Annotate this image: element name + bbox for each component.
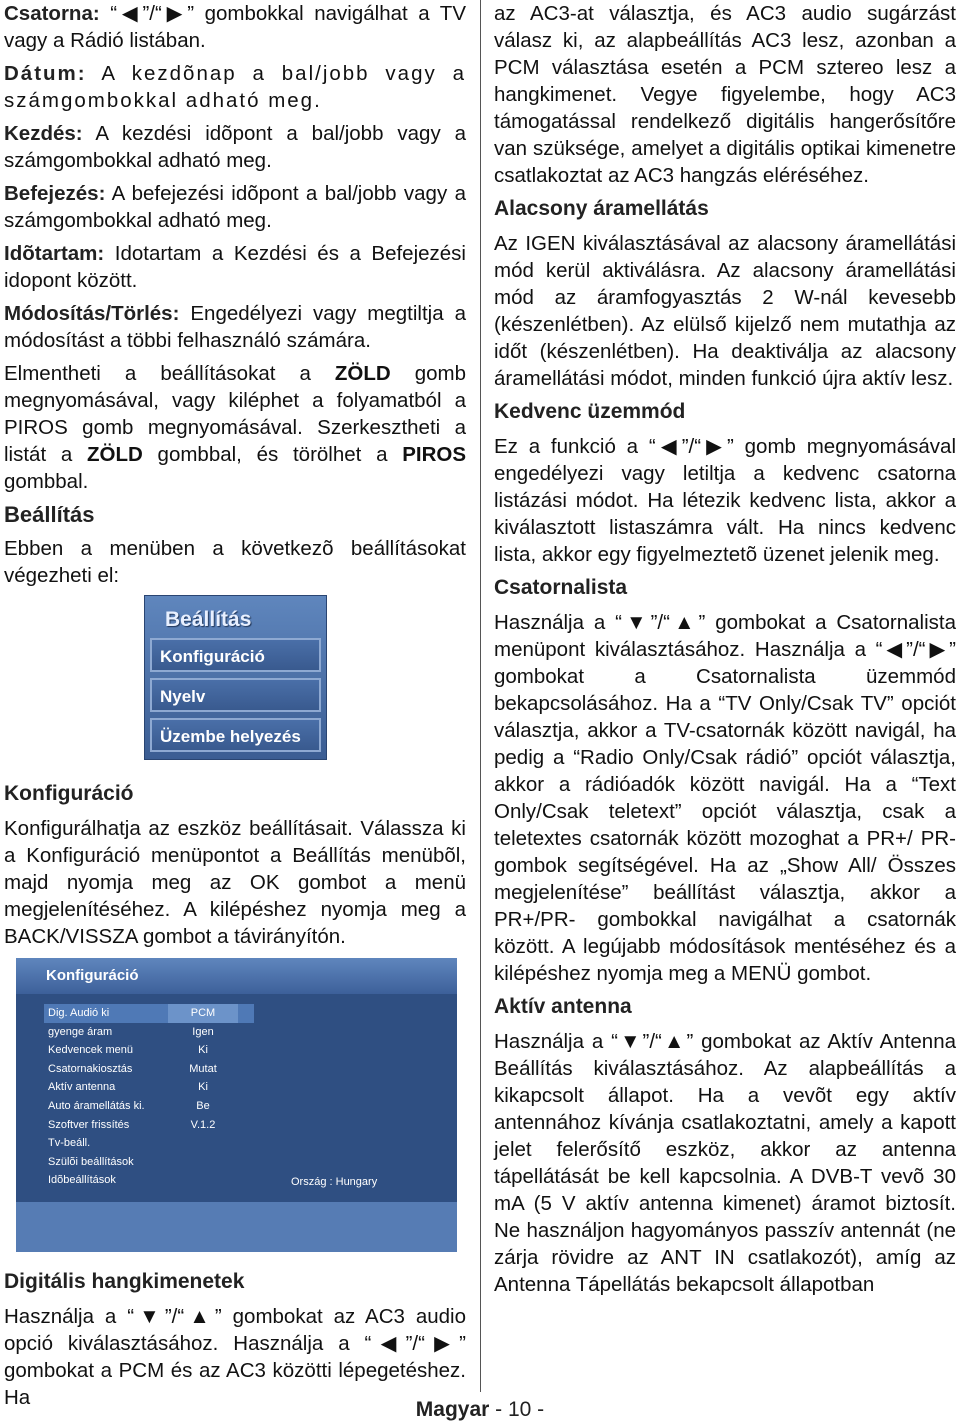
konf-row-value: Igen (192, 1025, 214, 1038)
konf-row-value: Be (196, 1099, 210, 1112)
konf-row-label: Szoftver frissítés (48, 1118, 130, 1131)
alacsony-heading: Alacsony áramellátás (494, 197, 709, 220)
para-kezdes: Kezdés: A kezdési idõpont a bal/jobb vagy a számgombokkal adható meg. (4, 122, 466, 172)
konf-row-value: V.1.2 (190, 1118, 216, 1131)
para-csatorna: Csatorna: “◀”/“▶” gombokkal navigálhat a TV vagy a Rádió listában. (4, 2, 466, 52)
column-divider (480, 0, 481, 1392)
para-idotartam: Idõtartam: Idotartam a Kezdési és a Befejezési idopont között. (4, 242, 466, 292)
konfig-heading: Konfiguráció (4, 782, 134, 805)
aktiv-text: Használja a “▼”/“▲” gombokat az Aktív Antenna Beállítás kiválasztásához. Az alapbeállítás a kikapcsolt állapot. Ha a vevõt egy aktív antennához kívánja csatlakoztatni, amely a kapott jelet felerősítő eszköz, akkor az antenna tápellátását be kell kapcsolnia. A DVB-T vevõ 30 mA (5 V aktív antenna kimenet) áramot biztosít. Ne használjon hagyományos passzív antennát (ne zárja rövidre az ANT IN csatlakozót), amíg az Antenna Tápellátás bekapcsolt állapotban (494, 1030, 956, 1296)
konf-values (168, 1004, 238, 1134)
para-modositas: Módosítás/Törlés: Engedélyezi vagy megtiltja a módosítást a többi felhasználó számára. (4, 302, 466, 352)
csatorna-heading: Csatornalista (494, 576, 628, 599)
konf-row-label: Idõbeállítások (48, 1174, 116, 1187)
konfiguracio-screenshot (16, 958, 457, 1252)
settings-menu-title: Beállítás (165, 608, 252, 631)
konf-row-value: PCM (168, 1004, 238, 1023)
konfig-text: Konfigurálhatja az eszköz beállításait. Válassza ki a Konfiguráció menüpontot a Beállítás menübõl, majd nyomja meg az OK gombot a menü megjelenítéséhez. A kilépéshez nyomja meg a BACK/VISSZA gombot a távirányítón. (4, 817, 466, 948)
left-column (4, 0, 466, 1417)
konf-row-label: Dig. Audió ki (44, 1004, 254, 1023)
right-column (494, 0, 956, 1304)
csatorna-text: Használja a “▼”/“▲” gombokat a Csatornalista menüpont kiválasztásához. Használja a “◀”/“▶” gombokat a Csatornalista üzemmód bekapcsolásához. Ha a “TV Only/Csak TV” opciót választja, akkor a TV-csatornák között navigál, ha pedig a “Radio Only/Csak rádió” opciót választja, akkor a rádióadók között navigál. Ha a “Text Only/Csak teletext” opciót választja, csak a teletextes csatornák között mozoghat a PR+/ PR- gombok segítségével. Ha az „Show All/ Összes megjelenítése” beállítást választja, akkor a PR+/PR- gombokkal navigálhat a csatornák között. A legújabb módosítások mentéséhez és a kilépéshez nyomja meg a MENÜ gombot. (494, 611, 956, 985)
aktiv-heading: Aktív antenna (494, 995, 632, 1018)
digitalis-text: Használja a “▼”/“▲” gombokat az AC3 audio opció kiválasztásához. Használja a “◀”/“▶” gombokat a PCM és az AC3 közötti lépegetéshez. Ha (4, 1305, 466, 1409)
alacsony-text: Az IGEN kiválasztásával az alacsony áramellátási mód kerül aktiválásra. Az alacsony áramellátási mód az áramfogyasztás 2 W-nál kevesebb (készenlétben). Az elülső kijelző nem mutathja az időt (készenlétben). Ha deaktiválja az alacsony áramellátási módot, minden funkció újra aktív lesz. (494, 232, 956, 390)
konf-row-label: Csatornakiosztás (48, 1062, 133, 1075)
beallitas-text: Ebben a menüben a következõ beállításokat végezheti el: (4, 537, 466, 587)
digitalis-heading: Digitális hangkimenetek (4, 1270, 245, 1293)
konf-row-value: Mutat (189, 1062, 217, 1075)
konf-row-label: Szülõi beállítások (48, 1155, 134, 1168)
para-befejezes: Befejezés: A befejezési idõpont a bal/jobb vagy a számgombokkal adható meg. (4, 182, 466, 232)
konf-row-label: gyenge áram (48, 1025, 113, 1038)
beallitas-heading: Beállítás (4, 502, 95, 527)
konf-row-value: Ki (198, 1044, 208, 1057)
settings-menu-screenshot (144, 595, 327, 760)
konf-title: Konfiguráció (16, 958, 457, 994)
konf-row-value: Ki (198, 1081, 208, 1094)
kedvenc-text: Ez a funkció a “◀”/“▶” gomb megnyomásával engedélyezi vagy letiltja a kedvenc csatorna listázási módot. Ha létezik kedvenc lista, akkor a kiválasztott listaszámra vált. Ha nincs kedvenc lista, akkor egy figyelmeztetõ üzenet jelenik meg. (494, 435, 956, 566)
konf-row-label: Aktív antenna (48, 1081, 116, 1094)
page-footer (0, 1398, 960, 1422)
konf-row-label: Kedvencek menü (48, 1044, 133, 1057)
cont-text: az AC3-at választja, és AC3 audio sugárzást válasz ki, az alapbeállítás AC3 lesz, azonban a PCM választása esetén a PCM sztereo lesz a hangkimenet. Vegye figyelembe, hogy AC3 támogatással rendelkező digitális hangerősítőre van szüksége, amelyet a digitális optikai kimenetre csatlakoztat az AC3 hangzás eléréséhez. (494, 2, 956, 187)
kedvenc-heading: Kedvenc üzemmód (494, 400, 686, 423)
footer-language: Magyar (415, 1398, 490, 1421)
page-number: - 10 - (489, 1398, 545, 1421)
settings-menu-item-uzembe: Üzembe helyezés (150, 718, 321, 752)
settings-menu-item-konfiguracio: Konfiguráció (150, 638, 321, 672)
konf-country: Ország : Hungary (291, 1176, 378, 1188)
para-elmentheti: Elmentheti a beállításokat a ZÖLD gomb megnyomásával, vagy kiléphet a folyamatból a PIROS gomb megnyomásával. Szerkesztheti a listát a ZÖLD gombbal, és törölhet a PIROS gombbal. (4, 362, 466, 493)
settings-menu-item-nyelv: Nyelv (150, 678, 321, 712)
konf-row-label: Tv-beáll. (48, 1137, 91, 1150)
konf-row-label: Auto áramellátás ki. (48, 1099, 145, 1112)
para-datum: Dátum: A kezdõnap a bal/jobb vagy a számgombokkal adható meg. (4, 62, 466, 112)
konf-bottom-bar (16, 1202, 457, 1252)
